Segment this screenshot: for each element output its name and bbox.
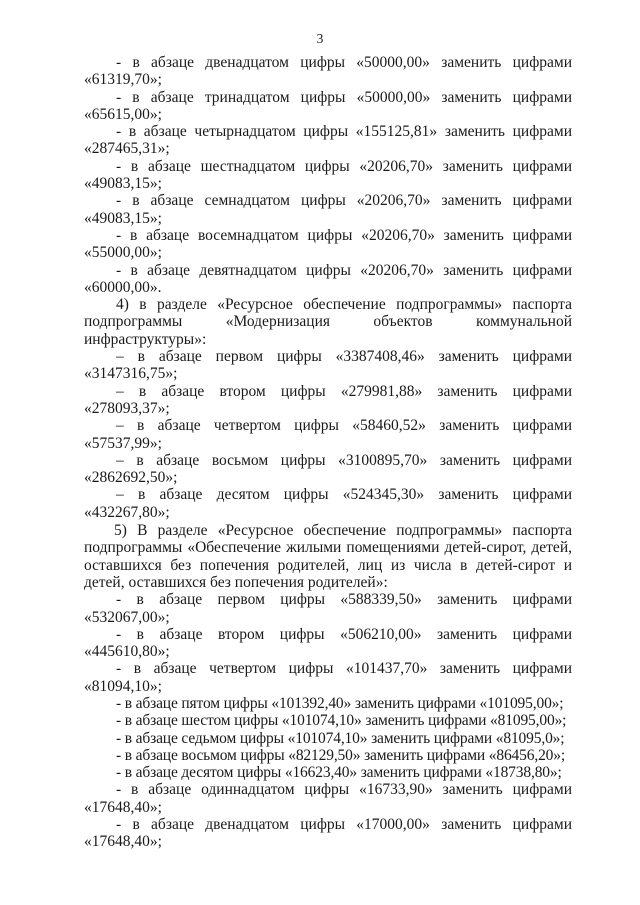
list-item: - в абзаце восьмом цифры «82129,50» заменить цифрами «86456,20»;: [116, 746, 566, 764]
list-item: - в абзаце седьмом цифры «101074,10» заменить цифрами «81095,0»;: [116, 729, 565, 747]
list-item: - в абзаце девятнадцатом цифры «20206,70» заменить цифрами «60000,00».: [84, 261, 572, 296]
list-item: - в абзаце тринадцатом цифры «50000,00» заменить цифрами «65615,00»;: [84, 88, 572, 123]
numbered-paragraph: 4) в разделе «Ресурсное обеспечение подпрограммы» паспорта подпрограммы «Модернизация объектов коммунальной инфраструктуры»:: [84, 296, 572, 348]
list-item: - в абзаце двенадцатом цифры «50000,00» заменить цифрами «61319,70»;: [84, 54, 572, 89]
list-item: - в абзаце семнадцатом цифры «20206,70» заменить цифрами «49083,15»;: [84, 192, 572, 227]
list-item: – в абзаце четвертом цифры «58460,52» заменить цифрами «57537,99»;: [84, 417, 572, 452]
list-item: - в абзаце шестнадцатом цифры «20206,70» заменить цифрами «49083,15»;: [84, 157, 572, 193]
list-item: - в абзаце четвертом цифры «101437,70» заменить цифрами «81094,10»;: [84, 660, 572, 695]
list-item: - в абзаце восемнадцатом цифры «20206,70» заменить цифрами «55000,00»;: [84, 226, 572, 262]
list-item: – в абзаце восьмом цифры «3100895,70» заменить цифрами «2862692,50»;: [84, 451, 572, 487]
list-item: - в абзаце одиннадцатом цифры «16733,90» заменить цифрами «17648,40»;: [84, 781, 572, 816]
list-item: - в абзаце шестом цифры «101074,10» заменить цифрами «81095,00»;: [116, 712, 567, 730]
list-item: - в абзаце пятом цифры «101392,40» заменить цифрами «101095,00»;: [116, 694, 564, 712]
list-item: – в абзаце десятом цифры «524345,30» заменить цифрами «432267,80»;: [84, 486, 572, 521]
list-item: - в абзаце первом цифры «588339,50» заменить цифрами «532067,00»;: [84, 591, 572, 626]
numbered-paragraph: 5) В разделе «Ресурсное обеспечение подпрограммы» паспорта подпрограммы «Обеспечение жилыми помещениями детей-сирот, детей, оставшихся без попечения родителей, лиц из числа в детей-сирот и детей, оставшихся без попечения родителей»:: [84, 522, 572, 591]
list-item: - в абзаце четырнадцатом цифры «155125,81» заменить цифрами «287465,31»;: [84, 123, 572, 158]
page-number: 3: [316, 31, 324, 46]
list-item: - в абзаце двенадцатом цифры «17000,00» заменить цифрами «17648,40»;: [84, 816, 572, 851]
list-item: - в абзаце десятом цифры «16623,40» заменить цифрами «18738,80»;: [116, 764, 562, 782]
list-item: – в абзаце втором цифры «279981,88» заменить цифрами «278093,37»;: [84, 382, 572, 417]
document-body: [84, 54, 572, 851]
list-item: - в абзаце втором цифры «506210,00» заменить цифрами «445610,80»;: [84, 625, 572, 661]
list-item: – в абзаце первом цифры «3387408,46» заменить цифрами «3147316,75»;: [84, 348, 572, 383]
